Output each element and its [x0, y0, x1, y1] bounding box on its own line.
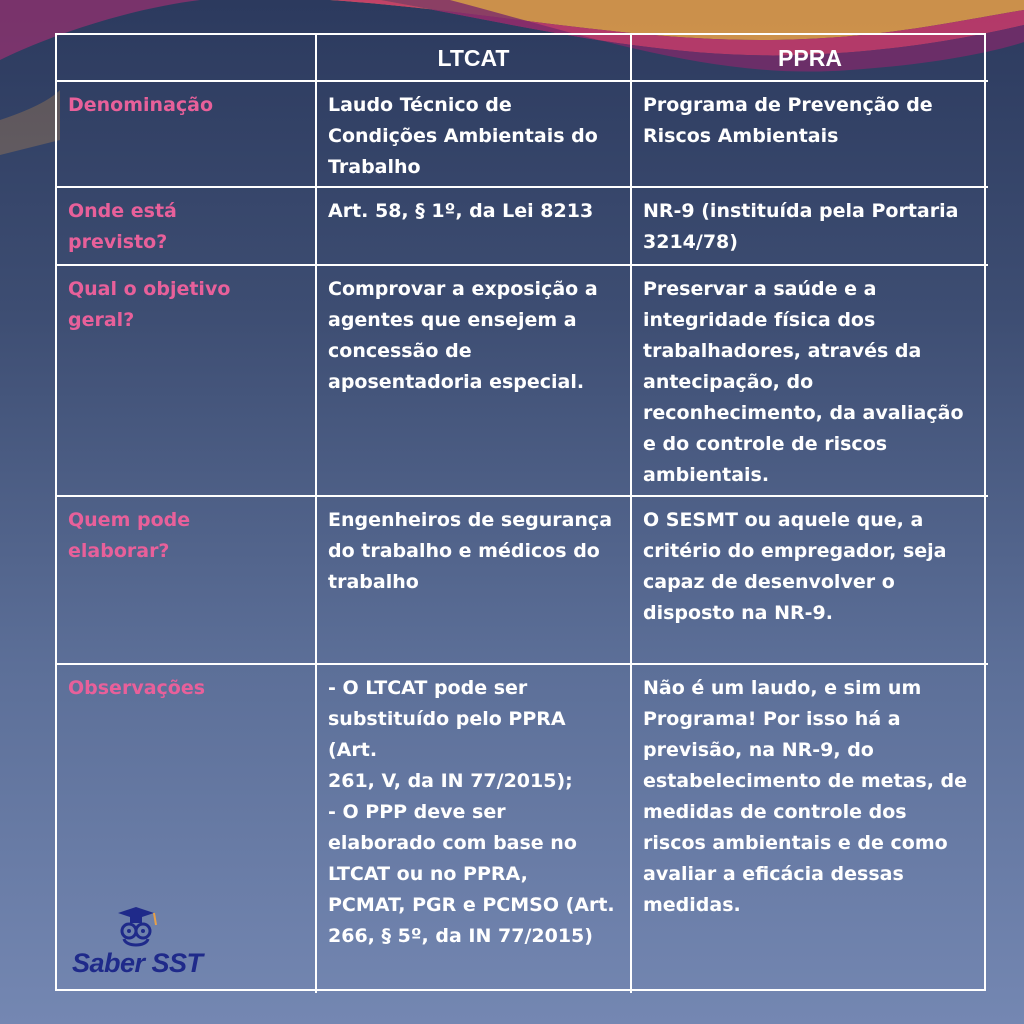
ltcat-denominacao: Laudo Técnico de Condições Ambientais do Trabalho	[317, 82, 632, 188]
ppra-elaborar: O SESMT ou aquele que, a critério do empregador, seja capaz de desenvolver o disposto na NR-9.	[632, 497, 988, 665]
header-ppra: PPRA	[632, 35, 988, 82]
row-label-previsto: Onde está previsto?	[57, 188, 317, 266]
row-label-objetivo: Qual o objetivo geral?	[57, 266, 317, 497]
ltcat-objetivo: Comprovar a exposição a agentes que ensejem a concessão de aposentadoria especial.	[317, 266, 632, 497]
comparison-table	[55, 33, 986, 991]
row-label-denominacao: Denominação	[57, 82, 317, 188]
ppra-denominacao: Programa de Prevenção de Riscos Ambientais	[632, 82, 988, 188]
row-label-elaborar: Quem pode elaborar?	[57, 497, 317, 665]
ltcat-previsto: Art. 58, § 1º, da Lei 8213	[317, 188, 632, 266]
ppra-objetivo: Preservar a saúde e a integridade física dos trabalhadores, através da antecipação, do reconhecimento, da avaliação e do controle de riscos ambientais.	[632, 266, 988, 497]
row-label-observacoes: Observações	[57, 665, 317, 993]
ppra-observacoes: Não é um laudo, e sim um Programa! Por isso há a previsão, na NR-9, do estabelecimento de metas, de medidas de controle dos riscos ambientais e de como avaliar a eficácia dessas medidas.	[643, 677, 968, 916]
header-ltcat: LTCAT	[317, 35, 632, 82]
ltcat-elaborar: Engenheiros de segurança do trabalho e médicos do trabalho	[317, 497, 632, 665]
header-empty	[57, 35, 317, 82]
logo-text: Saber SST	[72, 948, 203, 978]
ppra-previsto: NR-9 (instituída pela Portaria 3214/78)	[632, 188, 988, 266]
ltcat-observacoes: - O LTCAT pode ser substituído pelo PPRA (Art. 261, V, da IN 77/2015); - O PPP deve ser elaborado com base no LTCAT ou no PPRA, PCMAT, PGR e PCMSO (Art. 266, § 5º, da IN 77/2015)	[317, 665, 632, 993]
